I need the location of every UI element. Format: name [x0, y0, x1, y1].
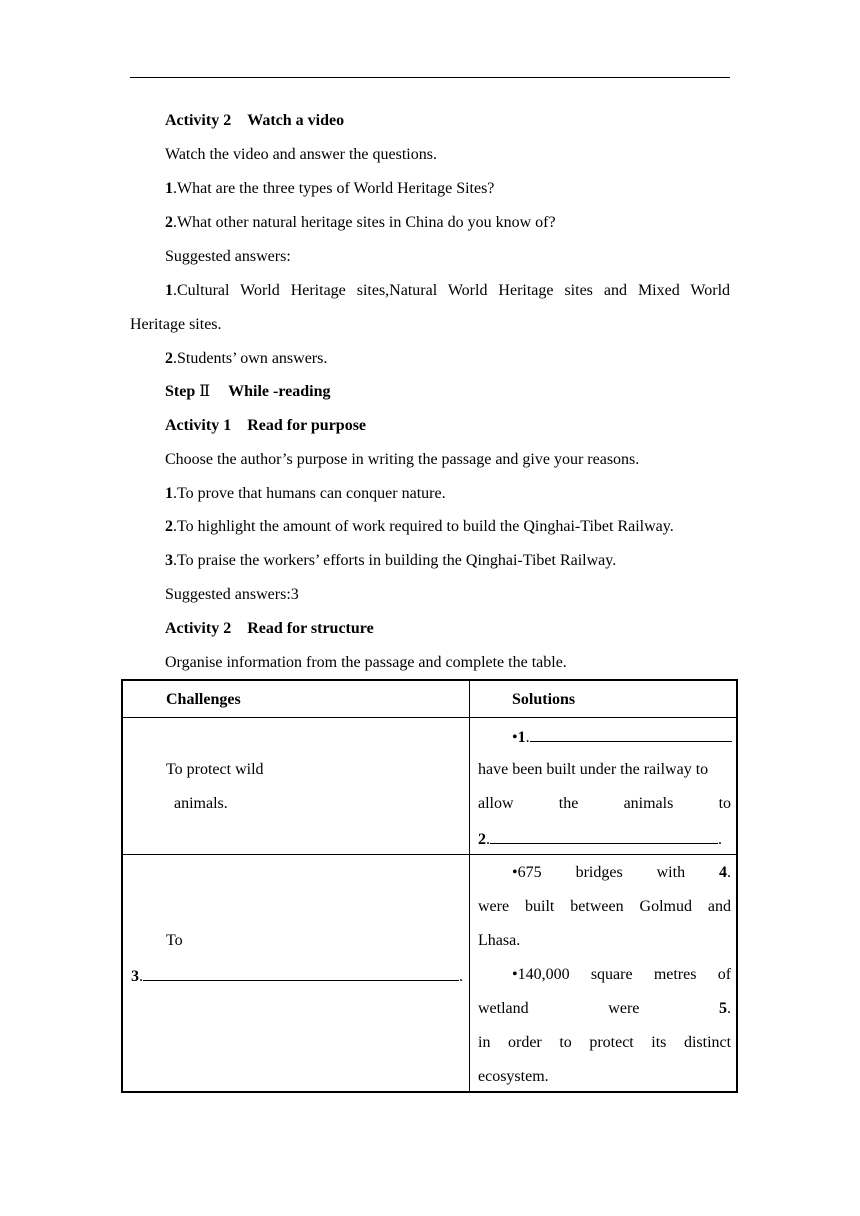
- table-row: [122, 854, 737, 1092]
- header-rule: [130, 77, 730, 78]
- question-text: .What are the three types of World Heritage Sites?: [173, 180, 495, 197]
- answer-1: 1.Cultural World Heritage sites,Natural World Heritage sites and Mixed World: [165, 282, 731, 299]
- activity-heading: Activity 2 Watch a video: [165, 112, 345, 129]
- solution-line: allow the animals to: [478, 794, 732, 812]
- table-row: [122, 717, 737, 854]
- blank-number: 2: [478, 830, 486, 848]
- question-2: [165, 213, 556, 233]
- challenge-text: To protect wild: [166, 760, 264, 778]
- blank-number: 1: [517, 728, 526, 746]
- step-numeral: Ⅱ: [199, 383, 211, 400]
- answer-blank[interactable]: [143, 965, 459, 981]
- challenge-cell: [122, 854, 470, 1092]
- challenge-text: 3. .: [131, 965, 463, 987]
- solution-line: in order to protect its distinct: [478, 1033, 732, 1051]
- question-number: 2: [165, 214, 173, 231]
- answer-1-continuation: Heritage sites.: [130, 316, 222, 333]
- instruction-text: Choose the author’s purpose in writing the passage and give your reasons.: [165, 451, 640, 468]
- question-text: .What other natural heritage sites in China do you know of?: [173, 214, 556, 231]
- solution-line: have been built under the railway to: [478, 760, 709, 778]
- step-heading: Step Ⅱ While -reading: [165, 383, 331, 400]
- answer-number: 1: [165, 282, 173, 299]
- solution-line: •1.: [512, 726, 732, 748]
- solution-line: were built between Golmud and: [478, 897, 731, 915]
- challenges-solutions-table: [121, 679, 738, 1093]
- instruction-text: Watch the video and answer the questions.: [165, 146, 437, 163]
- answer-number: 2: [165, 350, 173, 367]
- blank-number: 3: [131, 967, 139, 985]
- option-2: 2.To highlight the amount of work required to build the Qinghai-Tibet Railway.: [165, 518, 674, 535]
- challenge-cell: [122, 717, 470, 854]
- answer-blank[interactable]: [530, 726, 732, 742]
- header-challenges: Challenges: [166, 691, 241, 708]
- header-cell-challenges: [122, 680, 470, 717]
- solution-line: •675 bridges with 4.: [512, 863, 732, 881]
- solution-line: 2. .: [478, 828, 722, 850]
- question-number: 1: [165, 180, 173, 197]
- blank-number: 5: [719, 999, 727, 1017]
- option-3: 3.To praise the workers’ efforts in building the Qinghai-Tibet Railway.: [165, 552, 617, 569]
- blank-number: 4: [719, 863, 728, 881]
- suggested-answer: Suggested answers:3: [165, 586, 299, 603]
- challenge-text: To: [166, 931, 183, 949]
- instruction-text: Organise information from the passage and complete the table.: [165, 654, 567, 671]
- solution-line: ecosystem.: [478, 1067, 549, 1085]
- solution-cell: [470, 854, 738, 1092]
- step-title: While -reading: [228, 383, 331, 400]
- solution-line: •140,000 square metres of: [512, 965, 732, 983]
- activity-heading: Activity 1 Read for purpose: [165, 417, 367, 434]
- solution-line: wetland were 5.: [478, 999, 731, 1017]
- option-1: 1.To prove that humans can conquer nature.: [165, 485, 446, 502]
- header-cell-solutions: [470, 680, 738, 717]
- challenge-text: animals.: [174, 794, 228, 812]
- table-header-row: [122, 680, 737, 717]
- answer-text: .Students’ own answers.: [173, 350, 328, 367]
- answer-blank[interactable]: [490, 828, 718, 844]
- header-solutions: Solutions: [512, 691, 576, 708]
- solution-cell: [470, 717, 738, 854]
- question-1: [165, 179, 494, 199]
- answer-2: [165, 349, 327, 369]
- solution-line: Lhasa.: [478, 931, 521, 949]
- suggested-answers-label: Suggested answers:: [165, 248, 291, 265]
- activity-heading: Activity 2 Read for structure: [165, 620, 374, 637]
